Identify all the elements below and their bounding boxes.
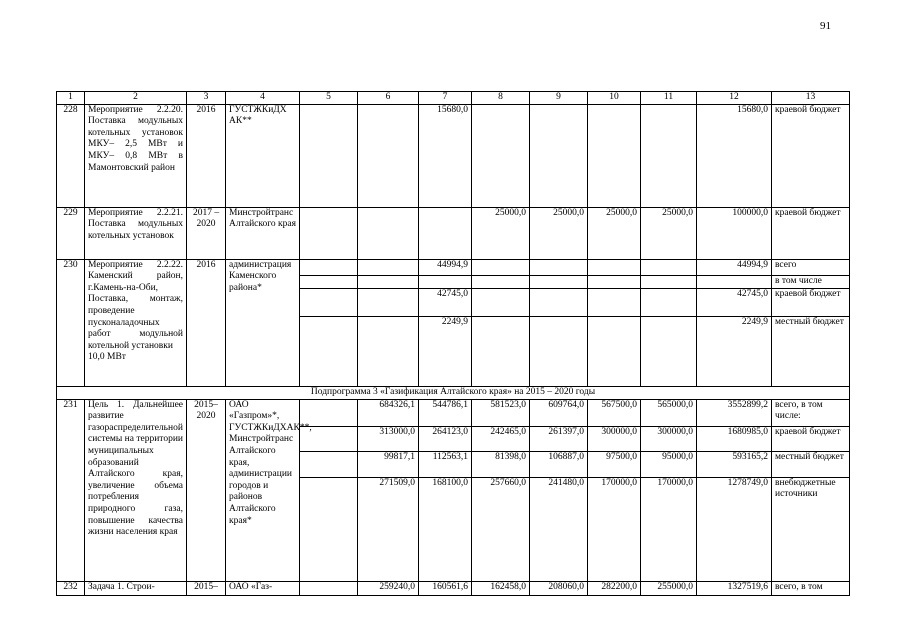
funding-source: внебюджетные источники <box>772 477 850 581</box>
measure-description: Мероприятие 2.2.21. Поставка модульных котельных установок <box>85 207 187 259</box>
period-cell: 2017 – 2020 <box>187 207 226 259</box>
total-cell: 1278749,0 <box>697 477 772 581</box>
subprogram-title: Подпрограмма 3 «Газификация Алтайского края» на 2015 – 2020 годы <box>57 386 850 399</box>
amount-cell: 565000,0 <box>641 399 697 426</box>
total-cell: 15680,0 <box>697 104 772 207</box>
row-number: 232 <box>57 581 85 595</box>
amount-cell: 95000,0 <box>641 451 697 477</box>
total-cell: 3552899,2 <box>697 399 772 426</box>
page-number: 91 <box>820 20 831 32</box>
column-number-row <box>57 92 850 105</box>
table-row-229 <box>57 207 850 259</box>
total-cell: 2249,9 <box>697 316 772 386</box>
col-header: 6 <box>358 92 419 105</box>
executor-cell: ОАО «Газ- <box>226 581 300 595</box>
col-header: 1 <box>57 92 85 105</box>
funding-source: краевой бюджет <box>772 288 850 316</box>
amount-cell: 581523,0 <box>472 399 530 426</box>
amount-cell: 300000,0 <box>588 426 641 451</box>
table-row-228 <box>57 104 850 207</box>
funding-source: всего, в том числе: <box>772 399 850 426</box>
funding-source: местный бюджет <box>772 316 850 386</box>
amount-cell: 99817,1 <box>358 451 419 477</box>
amount-cell: 168100,0 <box>419 477 472 581</box>
total-cell: 44994,9 <box>697 259 772 275</box>
row-number: 229 <box>57 207 85 259</box>
measure-description: Мероприятие 2.2.20. Поставка модульных котельных установок МКУ– 2,5 МВт и МКУ– 0,8 МВт в Мамонтовский район <box>85 104 187 207</box>
task-description: Задача 1. Строи- <box>85 581 187 595</box>
program-table <box>56 91 850 596</box>
amount-cell: 271509,0 <box>358 477 419 581</box>
total-cell: 100000,0 <box>697 207 772 259</box>
col-header: 13 <box>772 92 850 105</box>
amount-cell: 544786,1 <box>419 399 472 426</box>
funding-source: всего, в том <box>772 581 850 595</box>
amount-cell: 259240,0 <box>358 581 419 595</box>
amount-cell: 313000,0 <box>358 426 419 451</box>
amount-cell: 162458,0 <box>472 581 530 595</box>
amount-cell: 567500,0 <box>588 399 641 426</box>
total-cell: 1327519,6 <box>697 581 772 595</box>
col-header: 11 <box>641 92 697 105</box>
col-header: 3 <box>187 92 226 105</box>
row-number: 230 <box>57 259 85 386</box>
col-header: 2 <box>85 92 187 105</box>
amount-cell: 609764,0 <box>530 399 588 426</box>
amount-cell: 170000,0 <box>588 477 641 581</box>
amount-cell: 25000,0 <box>472 207 530 259</box>
period-cell: 2016 <box>187 104 226 207</box>
amount-cell: 25000,0 <box>588 207 641 259</box>
amount-cell: 15680,0 <box>419 104 472 207</box>
col-header: 5 <box>300 92 358 105</box>
period-cell: 2016 <box>187 259 226 386</box>
col-header: 7 <box>419 92 472 105</box>
col-header: 8 <box>472 92 530 105</box>
amount-cell: 241480,0 <box>530 477 588 581</box>
col-header: 4 <box>226 92 300 105</box>
funding-source: в том числе <box>772 275 850 288</box>
funding-source: всего <box>772 259 850 275</box>
executor-cell: ОАО «Газпром»*, ГУСТЖКиДХАК**, Минстройтранс Алтайского края, администрации городов и районов Алтайского края* <box>226 399 300 581</box>
table-row-231 <box>57 399 850 426</box>
amount-cell: 112563,1 <box>419 451 472 477</box>
col-header: 10 <box>588 92 641 105</box>
total-cell: 1680985,0 <box>697 426 772 451</box>
total-cell: 42745,0 <box>697 288 772 316</box>
amount-cell: 242465,0 <box>472 426 530 451</box>
amount-cell: 208060,0 <box>530 581 588 595</box>
executor-cell: Минстройтранс Алтайского края <box>226 207 300 259</box>
amount-cell: 25000,0 <box>530 207 588 259</box>
funding-source: местный бюджет <box>772 451 850 477</box>
executor-cell: ГУСТЖКиДХ АК** <box>226 104 300 207</box>
amount-cell: 44994,9 <box>419 259 472 275</box>
table-row-230 <box>57 259 850 275</box>
measure-description: Мероприятие 2.2.22. Каменский район, г.Камень-на-Оби, Поставка, монтаж, проведение пусконаладочных работ модульной котельной установки 10,0 МВт <box>85 259 187 386</box>
amount-cell: 160561,6 <box>419 581 472 595</box>
amount-cell: 25000,0 <box>641 207 697 259</box>
amount-cell: 81398,0 <box>472 451 530 477</box>
goal-description: Цель 1. Дальнейшее развитие газораспределительной системы на территории муниципальных образований Алтайского края, увеличение объема потребления природного газа, повышение качества жизни населения края <box>85 399 187 581</box>
amount-cell: 42745,0 <box>419 288 472 316</box>
table-row-232 <box>57 581 850 595</box>
funding-source: краевой бюджет <box>772 104 850 207</box>
amount-cell: 684326,1 <box>358 399 419 426</box>
period-cell: 2015– <box>187 581 226 595</box>
funding-source: краевой бюджет <box>772 426 850 451</box>
amount-cell: 170000,0 <box>641 477 697 581</box>
amount-cell: 2249,9 <box>419 316 472 386</box>
period-cell: 2015– 2020 <box>187 399 226 581</box>
subprogram-row <box>57 386 850 399</box>
amount-cell: 264123,0 <box>419 426 472 451</box>
amount-cell: 282200,0 <box>588 581 641 595</box>
executor-cell: администрация Каменского района* <box>226 259 300 386</box>
amount-cell: 255000,0 <box>641 581 697 595</box>
amount-cell: 300000,0 <box>641 426 697 451</box>
total-cell: 593165,2 <box>697 451 772 477</box>
col-header: 9 <box>530 92 588 105</box>
col-header: 12 <box>697 92 772 105</box>
amount-cell: 257660,0 <box>472 477 530 581</box>
row-number: 231 <box>57 399 85 581</box>
amount-cell: 106887,0 <box>530 451 588 477</box>
row-number: 228 <box>57 104 85 207</box>
amount-cell: 97500,0 <box>588 451 641 477</box>
amount-cell: 261397,0 <box>530 426 588 451</box>
funding-source: краевой бюджет <box>772 207 850 259</box>
